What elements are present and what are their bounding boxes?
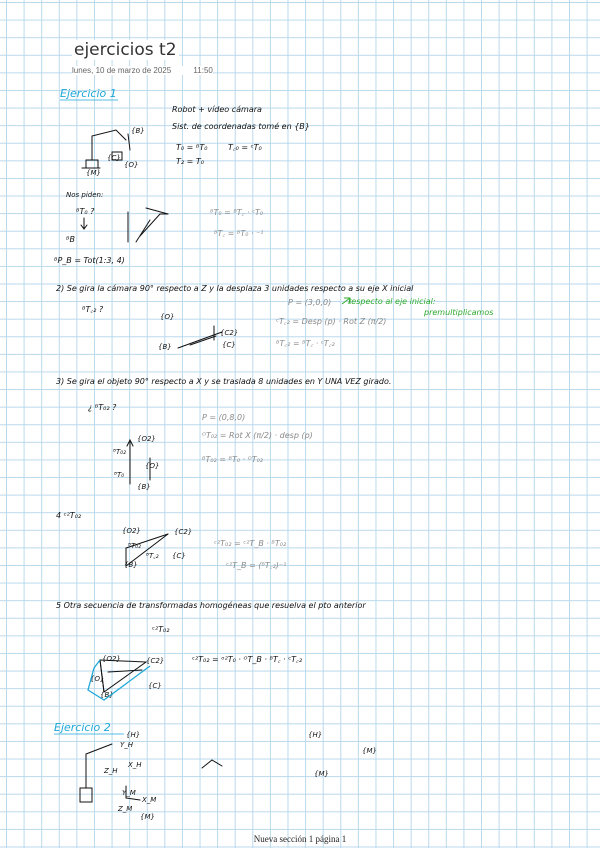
frame-sketch-1 [81,208,168,242]
ej1-eq3: T₂ = T₀ [176,157,204,166]
p3-question: ¿ ᴮT₀₂ ? [88,403,117,412]
ej1-nos-piden: Nos piden: [66,191,104,199]
ej2-label-xh: X_H [128,761,142,769]
p2-green-arrow [342,298,350,304]
ej2-label-zm: Z_M [118,805,133,813]
p2-question: ᴮT꜀₂ ? [82,305,104,314]
frame-sketch-p2 [178,326,222,348]
p2-statement: 2) Se gira la cámara 90° respecto a Z y la desplaza 3 unidades respecto a su eje X inicial [56,284,414,293]
ejercicio1-heading: Ejercicio 1 [60,87,117,100]
ejercicio2-heading: Ejercicio 2 [54,721,111,734]
p3-label-bto2: ᴮT₀₂ [113,448,126,456]
p4-label-bto2: ᴮT₀₂ [128,542,141,550]
p5-statement: 5 Otra secuencia de transformadas homogéneas que resuelva el pto anterior [56,601,366,610]
fig1-label-c: {C} [107,154,121,162]
p4-label-b: {B} [124,561,138,569]
p4-label-o2: {O2} [122,527,141,535]
p5-label-b: {B} [100,691,114,699]
fig1-label-b: {B} [131,127,145,135]
p3-label-o2: {O2} [137,435,156,443]
p3-label-b: {B} [137,483,151,491]
p2-label-c: {C} [222,341,236,349]
ej2-label-yh: Y_H [120,741,134,749]
ej1-intro-line2: Sist. de coordenadas tomé en {B} [172,122,310,131]
frame-sketch-p3 [127,440,150,484]
fig1-label-o: {O} [124,161,139,169]
ej1-b: ᴮB [66,235,75,244]
ej1-intro-line1: Robot + vídeo cámara [172,105,262,114]
p4-eq1: ᶜ²T₀₂ = ᶜ²T_B · ᴮT₀₂ [214,539,287,548]
ej2-label-m: {M} [140,813,155,821]
p3-statement: 3) Se gira el objeto 90° respecto a X y se traslada 8 unidades en Y UNA VEZ girado. [56,377,392,386]
ej2-label-ym: Y_M [122,789,136,797]
ej2-label-h: {H} [126,731,141,739]
p5-label-c2: {C2} [146,657,165,665]
ej2-label-m3: {M} [314,770,329,778]
page-date: lunes, 10 de marzo de 2025 [72,66,172,75]
ej1-grey-eq1: ᴮT₀ = ᴮT꜀ · ᶜT₀ [210,208,264,217]
ejercicio-underlines [54,100,124,734]
ej1-eq2: T꜀₀ = ᶜT₀ [228,143,262,152]
p5-eq: ᶜ²T₀₂ = ᵒ²T₀ · ᴼT_B · ᴮT꜀ · ᶜT꜀₂ [192,655,303,664]
p2-p: P = (3,0,0) [288,298,332,307]
p3-eq2: ᴮT₀₂ = ᴮT₀ · ᴼT₀₂ [202,455,263,464]
robot-camera-sketch [82,130,130,168]
p2-label-c2: {C2} [220,329,239,337]
ej2-label-zh: Z_H [104,767,118,775]
p4-eq2: ᶜ²T_B = (ᴮT꜀₂)⁻¹ [226,561,287,570]
p5-label-o2: {O2} [102,655,121,663]
ej1-eq1: T₀ = ᴮT₀ [176,143,208,152]
frame-sketch-p5 [100,660,146,692]
ej1-grey-eq2: ᴮT꜀ = ᴮT₀ · ⁻¹ [214,229,264,238]
page-time: 11:50 [193,66,213,75]
ej1-pb: ᴮP_B = Tot(1:3, 4) [54,256,125,265]
p3-label-o: {O} [145,462,160,470]
p3-label-bto: ᴮT₀ [114,471,125,479]
page-footer: Nueva sección 1 página 1 [253,834,347,844]
fig1-label-m: {M} [86,169,101,177]
p5-label-o: {O} [90,675,105,683]
ej2-label-xm: X_M [142,796,157,804]
p2-label-o: {O} [160,313,175,321]
p4-label-c2: {C2} [174,528,193,536]
p2-label-b: {B} [158,343,172,351]
p5-question: ᶜ²T₀₂ [152,625,170,634]
p4-statement: 4 ᶜ²T₀₂ [56,511,82,520]
p2-note1: respecto al eje inicial: [348,297,436,306]
ej1-question: ᴮT₀ ? [76,207,95,216]
ej2-label-m2: {M} [362,747,377,755]
ej2-sketch [80,741,222,802]
frame-sketch-p4 [126,534,168,566]
p2-note2: premultiplicamos [424,308,494,317]
p2-eq2: ᴮT꜀₂ = ᴮT꜀ · ᶜT꜀₂ [276,339,335,348]
p3-p: P = (0,8,0) [202,413,246,422]
p4-label-c: {C} [172,552,186,560]
page-title: ejercicios t2 [74,40,177,60]
ej2-label-h2: {H} [308,731,323,739]
p3-eq1: ᴼT₀₂ = Rot X (π/2) · desp (p) [202,431,313,440]
p2-eq1: ᶜT꜀₂ = Desp (p) · Rot Z (π/2) [276,317,387,326]
p4-label-btc2: ᴮT꜀₂ [146,552,159,560]
p5-label-c: {C} [148,682,162,690]
